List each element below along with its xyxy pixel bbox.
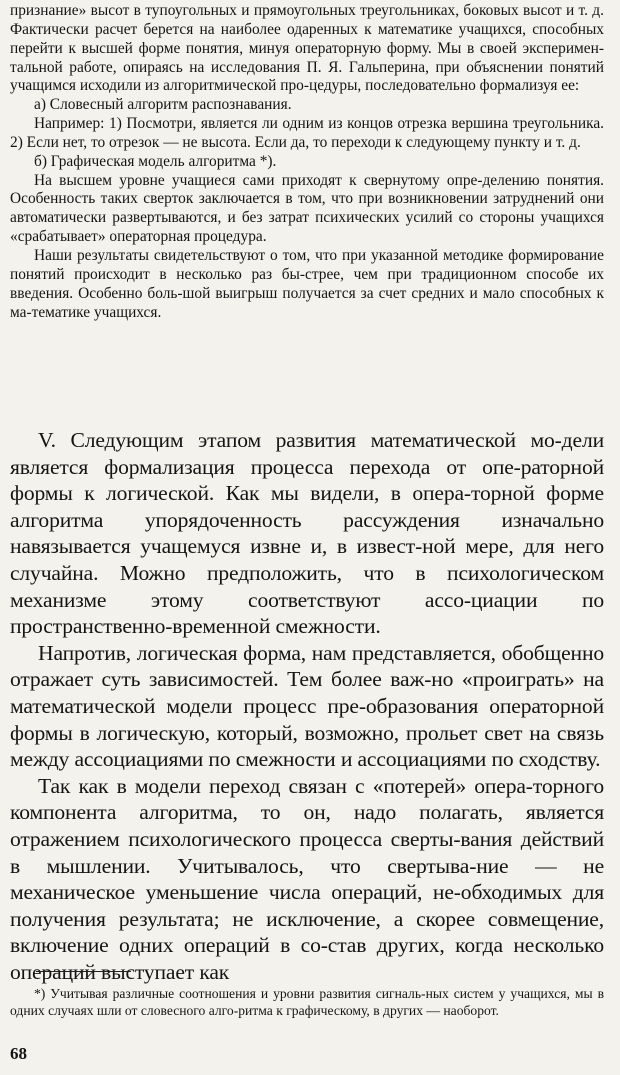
footnote-text: *) Учитывая различные соотношения и уровни развития сигналь-ных систем у учащихся, мы в одних случаях шли от словесного алго-ритма к графическому, в других — наоборот. bbox=[10, 986, 604, 1018]
paragraph: а) Словесный алгоритм распознавания. bbox=[34, 96, 292, 114]
paragraph: признание» высот в тупоугольных и прямоугольных треугольниках, боковых высот и т. д. Фактически расчет берется на наиболее одаренных к математике учащихся, способных перейти к высшей форме понятия, минуя операторную форму. Мы в своей эксперимен-тальной работе, опираясь на исследования П. Я. Гальперина, при объяснении понятий учащимся исходили из алгоритмической про-цедуры, последовательно формализуя ее: bbox=[10, 2, 604, 95]
paragraph: б) Графическая модель алгоритма *). bbox=[34, 152, 277, 170]
page-number: 68 bbox=[10, 1044, 27, 1063]
paragraph: V. Следующим этапом развития математической мо-дели является формализация процесса перехода от опе-раторной формы к логической. Как мы видели, в опера-торной форме алгоритма упорядоченность рассуждения изначально навязывается учащемуся извне и, в извест-ной мере, для него случайна. Можно предположить, что в психологическом механизме этому соответствуют ассо-циации по пространственно-временной смежности. bbox=[10, 428, 604, 639]
main-text-block bbox=[10, 427, 604, 985]
footnote bbox=[10, 985, 604, 1019]
footnote-divider bbox=[36, 971, 131, 972]
paragraph: Так как в модели переход связан с «потерей» опера-торного компонента алгоритма, то он, надо полагать, является отражением психологического процесса сверты-вания действий в мышлении. Учитывалось, что свертыва-ние — не механическое уменьшение числа операций, не-обходимых для получения результата; не исключение, а скорее совмещение, включение одних операций в со-став других, когда несколько операций выступает как bbox=[10, 773, 604, 984]
paragraph: На высшем уровне учащиеся сами приходят к свернутому опре-делению понятия. Особенность таких сверток заключается в том, что при возникновении затруднений они автоматически развертываются, и без затрат психических усилий со стороны учащихся «срабатывает» операторная процедура. bbox=[10, 171, 604, 246]
paragraph: Например: 1) Посмотри, является ли одним из концов отрезка вершина треугольника. 2) Если нет, то отрезок — не высота. Если да, то переходи к следующему пункту и т. д. bbox=[10, 115, 604, 151]
small-print-block bbox=[10, 2, 604, 322]
paragraph: Наши результаты свидетельствуют о том, что при указанной методике формирование понятий происходит в несколько раз бы-стрее, чем при традиционном способе их введения. Особенно боль-шой выигрыш получается за счет средних и мало способных к ма-тематике учащихся. bbox=[10, 246, 604, 321]
paragraph: Напротив, логическая форма, нам представляется, обобщенно отражает суть зависимостей. Тем более важ-но «проиграть» на математической модели процесс пре-образования операторной формы в логическую, который, возможно, прольет свет на связь между ассоциациями по смежности и ассоциациями по сходству. bbox=[10, 640, 604, 772]
